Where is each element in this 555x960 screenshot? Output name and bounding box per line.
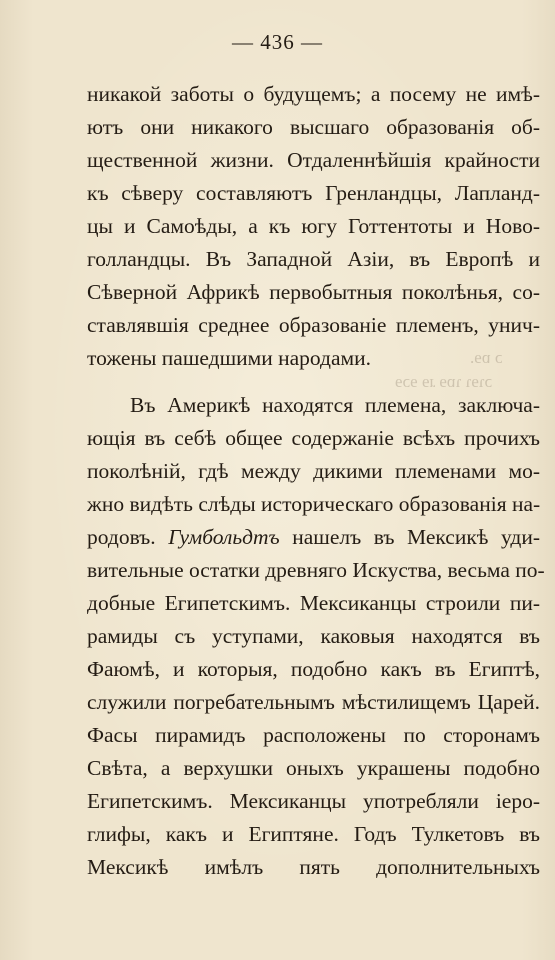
- text-line: Египетскимъ. Мексиканцы употребляли iеро-: [87, 789, 540, 813]
- text-line: ющія въ себѣ общее содержаніе всѣхъ прочихъ: [87, 426, 540, 450]
- text-line: никакой заботы о будущемъ; а посему не имѣ-: [87, 82, 540, 106]
- text-line: служили погребательнымъ мѣстилищемъ Царей.: [87, 690, 540, 714]
- text-line: глифы, какъ и Египтяне. Годъ Тулкетовъ въ: [87, 822, 540, 846]
- text-line: цы и Самоѣды, а къ югу Готтентоты и Ново-: [87, 214, 540, 238]
- italic-name: Гумбольдтъ: [168, 525, 280, 549]
- text-line: Въ Америкѣ находятся племена, заключа-: [130, 393, 540, 417]
- text-line: къ сѣверу составляютъ Гренландцы, Лапланд-: [87, 181, 540, 205]
- text-line: рамиды съ уступами, каковыя находятся въ: [87, 624, 540, 648]
- text-line: щественной жизни. Отдаленнѣйшія крайности: [87, 148, 540, 172]
- text-line: Фасы пирамидъ расположены по сторонамъ: [87, 723, 540, 747]
- text-line: добные Египетскимъ. Мексиканцы строили пи-: [87, 591, 540, 615]
- page-number: — 436 —: [232, 30, 323, 54]
- text-line: Свѣта, а верхушки оныхъ украшены подобно: [87, 756, 540, 780]
- text-line: Фаюмѣ, и которыя, подобно какъ въ Египтѣ,: [87, 657, 540, 681]
- text-line: жно видѣть слѣды историческаго образованія на-: [87, 492, 541, 516]
- text-line: Мексикѣ имѣлъ пять дополнительныхъ: [87, 855, 540, 879]
- show-through-smudge: ɔ ɒɘ.: [470, 348, 503, 367]
- text-line: ютъ они никакого высшаго образованія об-: [87, 115, 540, 139]
- text-line: родовъ. Гумбольдтъ нашелъ въ Мексикѣ уди-: [87, 525, 541, 549]
- show-through-smudge: ɔɿɘɿ ɿɒɘ ɹɘ ɘɔɘ: [395, 372, 493, 391]
- text-line: поколѣній, гдѣ между дикими племенами мо-: [87, 459, 540, 483]
- text-line: Сѣверной Африкѣ первобытныя поколѣнья, со-: [87, 280, 540, 304]
- text-line: голландцы. Въ Западной Азіи, въ Европѣ и: [87, 247, 540, 271]
- text-line: тожены пашедшими народами.: [87, 346, 372, 370]
- text-line: вительные остатки древняго Искуства, весьма по-: [87, 558, 545, 582]
- text-line: ставлявшія среднее образованіе племенъ, унич-: [87, 313, 540, 337]
